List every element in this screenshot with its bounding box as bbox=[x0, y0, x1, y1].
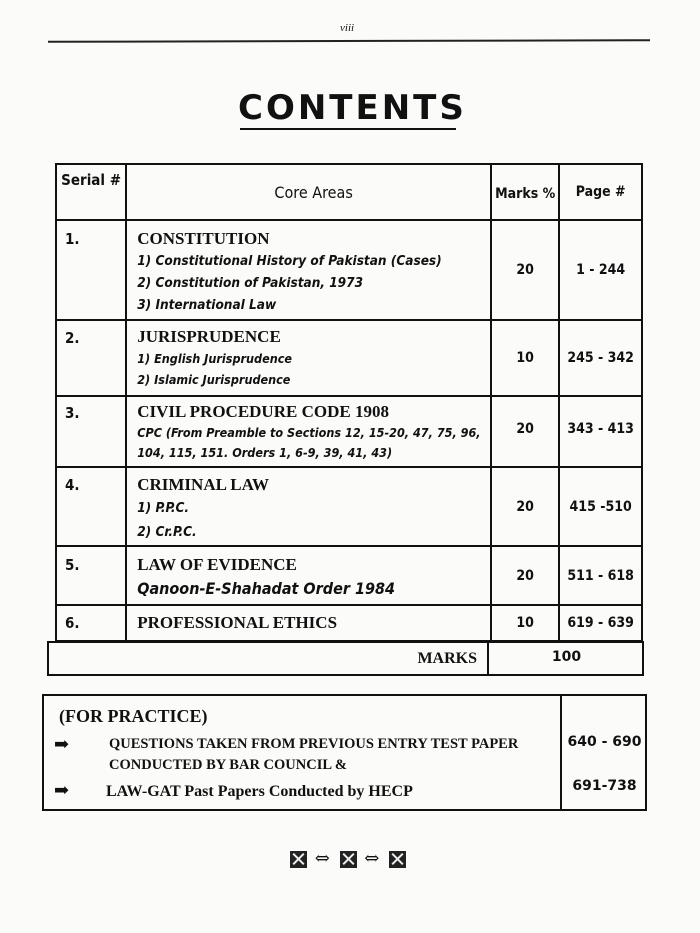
header-rule bbox=[48, 39, 650, 43]
practice-item-line: QUESTIONS TAKEN FROM PREVIOUS ENTRY TEST PAPER bbox=[109, 736, 519, 752]
row-serial: 5. bbox=[56, 546, 126, 605]
row-pages: 1 - 244 bbox=[559, 220, 642, 320]
table-row bbox=[56, 605, 642, 641]
row-serial: 4. bbox=[56, 467, 126, 546]
row-core bbox=[126, 320, 491, 396]
footer-ornament bbox=[290, 848, 406, 869]
total-marks-row bbox=[47, 641, 644, 676]
row-pages: 415 -510 bbox=[559, 467, 642, 546]
row-marks: 10 bbox=[491, 605, 559, 641]
practice-item-line: CONDUCTED BY BAR COUNCIL & bbox=[109, 757, 347, 773]
row-core bbox=[126, 220, 491, 320]
row-marks: 20 bbox=[491, 467, 559, 546]
row-pages: 511 - 618 bbox=[559, 546, 642, 605]
row-pages: 619 - 639 bbox=[559, 605, 642, 641]
table-row bbox=[56, 467, 642, 546]
table-row bbox=[56, 320, 642, 396]
ornament-tile-icon bbox=[340, 851, 357, 868]
double-arrow-icon: ⇔ bbox=[364, 848, 382, 869]
row-heading: JURISPRUDENCE bbox=[137, 327, 281, 346]
row-serial: 6. bbox=[56, 605, 126, 641]
row-item: 1) Constitutional History of Pakistan (Cases) bbox=[137, 253, 442, 269]
row-marks: 20 bbox=[491, 396, 559, 467]
double-arrow-icon: ⇔ bbox=[314, 848, 332, 869]
practice-item: LAW-GAT Past Papers Conducted by HECP bbox=[106, 783, 413, 800]
table-row bbox=[56, 220, 642, 320]
row-core bbox=[126, 467, 491, 546]
header-marks: Marks % bbox=[491, 164, 559, 220]
arrow-bullet-icon: ➡ bbox=[54, 734, 70, 755]
row-item: 3) International Law bbox=[137, 297, 277, 313]
title-underline bbox=[240, 128, 456, 130]
row-item: 2) Cr.P.C. bbox=[137, 524, 197, 540]
row-item: CPC (From Preamble to Sections 12, 15-20, 47, 75, 96, 104, 115, 151. Orders 1, 6-9, 39, 41, 43) bbox=[137, 425, 481, 460]
row-item: Qanoon-E-Shahadat Order 1984 bbox=[137, 579, 396, 598]
row-pages: 343 - 413 bbox=[559, 396, 642, 467]
row-heading: CRIMINAL LAW bbox=[137, 475, 269, 494]
ornament-tile-icon bbox=[389, 851, 406, 868]
ornament-tile-icon bbox=[290, 851, 307, 868]
table-header-row bbox=[56, 164, 642, 220]
page-number: viii bbox=[340, 22, 355, 34]
row-serial: 1. bbox=[56, 220, 126, 320]
header-core-areas: Core Areas bbox=[126, 164, 491, 220]
row-marks: 10 bbox=[491, 320, 559, 396]
table-row bbox=[56, 396, 642, 467]
header-serial: Serial # bbox=[56, 164, 126, 220]
row-item: 2) Islamic Jurisprudence bbox=[137, 372, 291, 387]
arrow-bullet-icon: ➡ bbox=[54, 780, 70, 801]
row-pages: 245 - 342 bbox=[559, 320, 642, 396]
row-heading: CIVIL PROCEDURE CODE 1908 bbox=[137, 402, 389, 421]
practice-pages: 691-738 bbox=[572, 778, 637, 794]
row-serial: 3. bbox=[56, 396, 126, 467]
row-item: 1) English Jurisprudence bbox=[137, 351, 293, 366]
row-heading: PROFESSIONAL ETHICS bbox=[137, 613, 338, 632]
row-heading: LAW OF EVIDENCE bbox=[137, 555, 297, 574]
practice-pages: 640 - 690 bbox=[567, 734, 642, 750]
practice-item bbox=[109, 734, 518, 776]
practice-title: (FOR PRACTICE) bbox=[59, 706, 208, 726]
table-row bbox=[56, 546, 642, 605]
row-marks: 20 bbox=[491, 220, 559, 320]
row-item: 2) Constitution of Pakistan, 1973 bbox=[137, 275, 364, 291]
row-core bbox=[126, 546, 491, 605]
contents-table bbox=[55, 163, 643, 642]
row-heading: CONSTITUTION bbox=[137, 229, 270, 248]
row-marks: 20 bbox=[491, 546, 559, 605]
total-marks-value: 100 bbox=[551, 649, 582, 665]
row-core bbox=[126, 605, 491, 641]
practice-box bbox=[42, 694, 647, 811]
row-core bbox=[126, 396, 491, 467]
header-page: Page # bbox=[559, 164, 642, 220]
row-serial: 2. bbox=[56, 320, 126, 396]
row-item: 1) P.P.C. bbox=[137, 500, 190, 516]
page-title: CONTENTS bbox=[238, 88, 467, 128]
total-marks-label: MARKS bbox=[417, 650, 477, 667]
